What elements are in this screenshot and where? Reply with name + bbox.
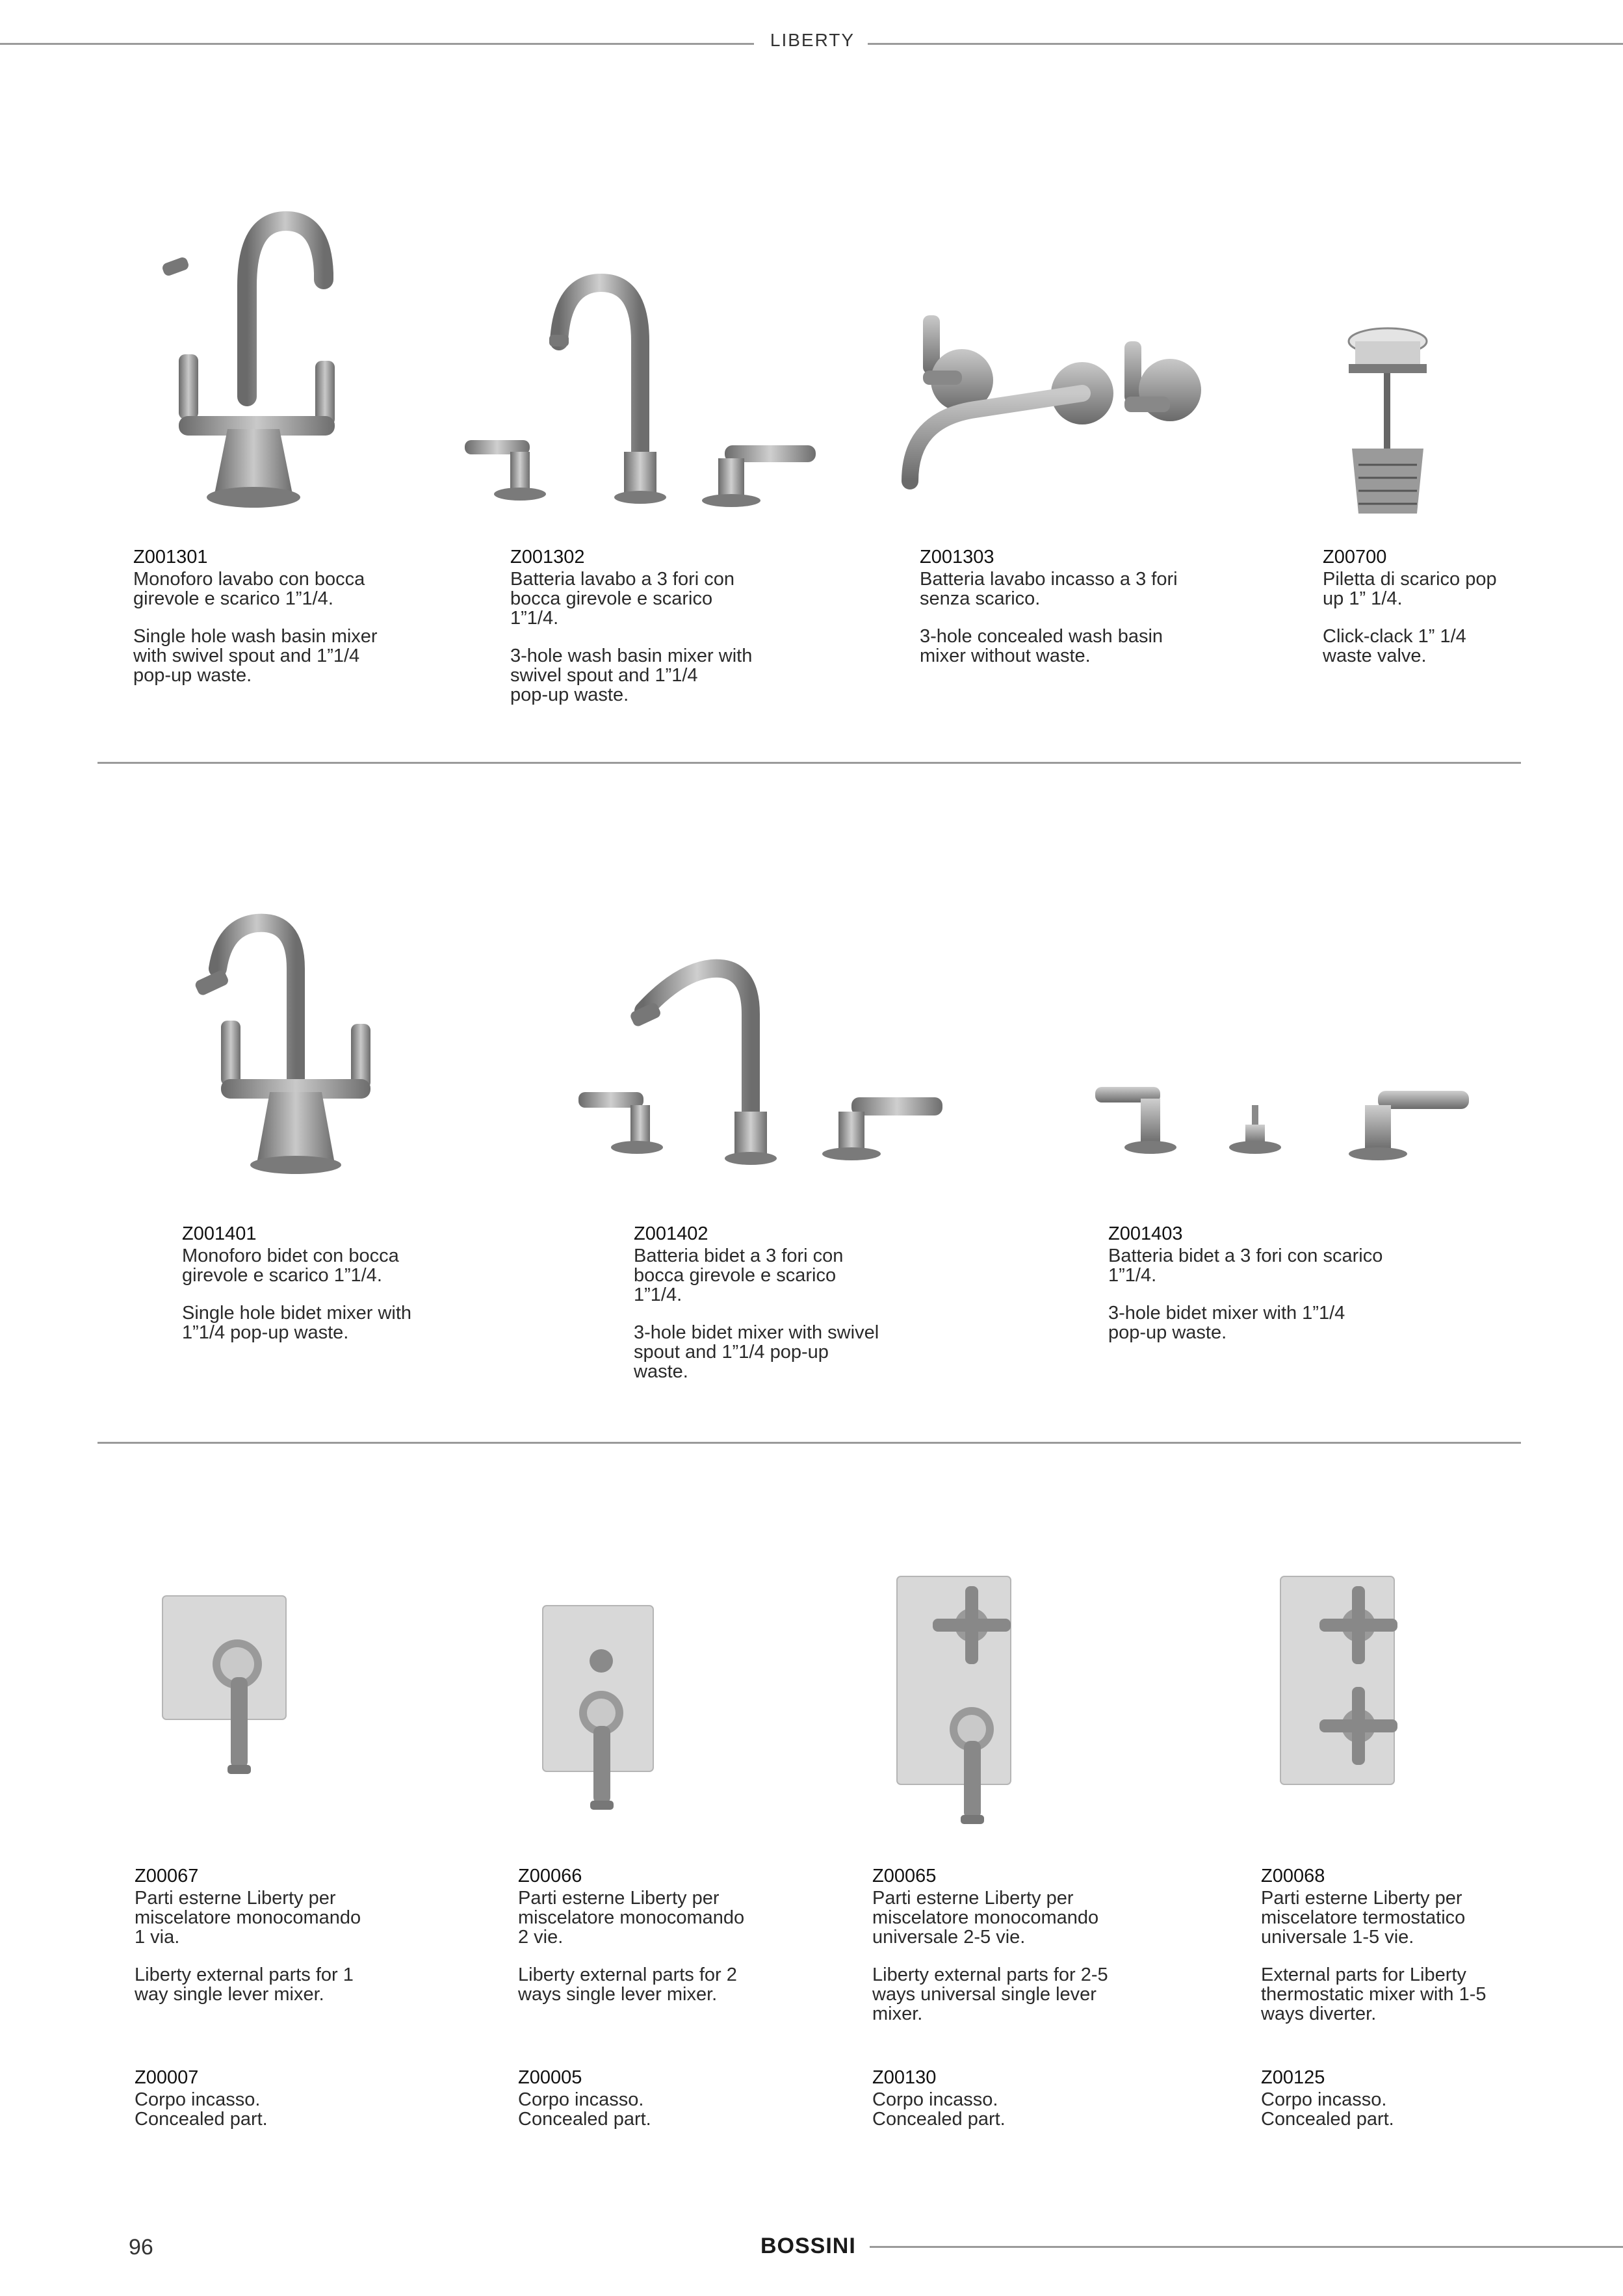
description-it: Piletta di scarico pop (1323, 569, 1497, 590)
product-image-z001303 (897, 306, 1222, 501)
product-code: Z00007 (135, 2067, 199, 2088)
description-en: with swivel spout and 1”1/4 (133, 646, 360, 666)
description-en: pop-up waste. (510, 685, 629, 705)
product-image-z001402 (572, 956, 949, 1177)
description-en: waste. (634, 1361, 688, 1382)
description-it: bocca girevole e scarico (634, 1265, 837, 1286)
description-en: spout and 1”1/4 pop-up (634, 1342, 829, 1363)
description-it: Corpo incasso. (1261, 2089, 1387, 2110)
description-en: Liberty external parts for 1 (135, 1964, 354, 1985)
description-it: Monoforo bidet con bocca (182, 1246, 399, 1266)
product-z00066 (518, 1866, 744, 2004)
description-it: Monoforo lavabo con bocca (133, 569, 365, 590)
header-rule-left (0, 43, 754, 45)
description-en: way single lever mixer. (135, 1984, 324, 2005)
description-en: pop-up waste. (1108, 1322, 1227, 1343)
product-image-z001302 (458, 270, 822, 517)
product-code: Z00065 (872, 1866, 937, 1886)
description-it: Parti esterne Liberty per (872, 1888, 1074, 1909)
product-code: Z001402 (634, 1223, 708, 1244)
product-image-z001403 (1092, 1079, 1475, 1177)
product-image-z00068 (1277, 1573, 1407, 1788)
product-z001301 (133, 547, 378, 685)
section-divider (97, 762, 1521, 764)
product-image-z00700 (1342, 325, 1433, 520)
description-it: universale 2-5 vie. (872, 1927, 1026, 1948)
description-en: thermostatic mixer with 1-5 (1261, 1984, 1487, 2005)
concealed-z00130 (872, 2068, 1006, 2129)
description-en: Single hole wash basin mixer (133, 626, 378, 647)
description-en: Click-clack 1” 1/4 (1323, 626, 1466, 647)
description-it: Batteria lavabo incasso a 3 fori (920, 569, 1178, 590)
brand-logo: BOSSINI (760, 2234, 856, 2258)
description-it: 2 vie. (518, 1927, 564, 1948)
concealed-z00125 (1261, 2068, 1394, 2129)
product-code: Z001303 (920, 547, 994, 567)
description-it: Parti esterne Liberty per (135, 1888, 336, 1909)
product-z001302 (510, 547, 752, 705)
description-it: 1”1/4. (510, 608, 559, 629)
description-en: Liberty external parts for 2 (518, 1964, 737, 1985)
description-it: universale 1-5 vie. (1261, 1927, 1414, 1948)
description-it: Batteria bidet a 3 fori con (634, 1246, 844, 1266)
description-en: 3-hole wash basin mixer with (510, 646, 753, 666)
description-en: pop-up waste. (133, 665, 252, 686)
product-code: Z001401 (182, 1223, 257, 1244)
product-z00068 (1261, 1866, 1487, 2024)
description-en: mixer. (872, 2003, 923, 2024)
product-code: Z001403 (1108, 1223, 1183, 1244)
description-en: 1”1/4 pop-up waste. (182, 1322, 349, 1343)
description-en: External parts for Liberty (1261, 1964, 1466, 1985)
description-en: mixer without waste. (920, 646, 1091, 666)
description-it: senza scarico. (920, 588, 1041, 609)
description-en: 3-hole bidet mixer with swivel (634, 1322, 879, 1343)
section-divider (97, 1442, 1521, 1444)
description-it: bocca girevole e scarico (510, 588, 713, 609)
product-z001401 (182, 1224, 411, 1342)
product-z001402 (634, 1224, 879, 1381)
product-code: Z00005 (518, 2067, 582, 2088)
description-en: Concealed part. (1261, 2109, 1394, 2130)
description-it: 1”1/4. (634, 1285, 682, 1305)
description-it: Batteria lavabo a 3 fori con (510, 569, 734, 590)
description-en: Liberty external parts for 2-5 (872, 1964, 1108, 1985)
page-number: 96 (129, 2235, 153, 2260)
description-it: girevole e scarico 1”1/4. (133, 588, 333, 609)
product-z00065 (872, 1866, 1108, 2024)
product-code: Z00130 (872, 2067, 937, 2088)
description-en: Concealed part. (518, 2109, 651, 2130)
product-code: Z00067 (135, 1866, 199, 1886)
product-code: Z00068 (1261, 1866, 1325, 1886)
description-it: miscelatore monocomando (135, 1907, 361, 1928)
description-en: Single hole bidet mixer with (182, 1303, 412, 1324)
description-it: up 1” 1/4. (1323, 588, 1403, 609)
product-code: Z00700 (1323, 547, 1387, 567)
description-it: Corpo incasso. (872, 2089, 998, 2110)
description-en: swivel spout and 1”1/4 (510, 665, 698, 686)
description-en: ways universal single lever (872, 1984, 1097, 2005)
description-it: girevole e scarico 1”1/4. (182, 1265, 382, 1286)
description-en: Concealed part. (135, 2109, 268, 2130)
footer-rule (870, 2246, 1623, 2248)
product-code: Z001302 (510, 547, 585, 567)
product-image-z00066 (539, 1602, 656, 1817)
description-it: miscelatore monocomando (518, 1907, 745, 1928)
product-code: Z00125 (1261, 2067, 1325, 2088)
product-code: Z001301 (133, 547, 208, 567)
description-it: Parti esterne Liberty per (518, 1888, 720, 1909)
description-it: 1 via. (135, 1927, 180, 1948)
product-code: Z00066 (518, 1866, 582, 1886)
product-z00067 (135, 1866, 361, 2004)
product-image-z001301 (149, 208, 357, 520)
description-it: Corpo incasso. (135, 2089, 261, 2110)
product-z001403 (1108, 1224, 1383, 1342)
product-image-z00065 (894, 1573, 1024, 1833)
description-en: 3-hole concealed wash basin (920, 626, 1163, 647)
product-z001303 (920, 547, 1178, 666)
description-it: 1”1/4. (1108, 1265, 1157, 1286)
description-it: Corpo incasso. (518, 2089, 644, 2110)
concealed-z00007 (135, 2068, 268, 2129)
description-it: Batteria bidet a 3 fori con scarico (1108, 1246, 1383, 1266)
description-it: miscelatore monocomando (872, 1907, 1099, 1928)
description-en: ways diverter. (1261, 2003, 1377, 2024)
description-en: waste valve. (1323, 646, 1427, 666)
header-rule-right (868, 43, 1623, 45)
description-en: ways single lever mixer. (518, 1984, 718, 2005)
product-image-z001401 (185, 910, 393, 1177)
concealed-z00005 (518, 2068, 651, 2129)
description-it: miscelatore termostatico (1261, 1907, 1466, 1928)
description-en: 3-hole bidet mixer with 1”1/4 (1108, 1303, 1345, 1324)
description-en: Concealed part. (872, 2109, 1006, 2130)
product-z00700 (1323, 547, 1497, 666)
description-it: Parti esterne Liberty per (1261, 1888, 1462, 1909)
page-section-title: LIBERTY (770, 30, 855, 50)
product-image-z00067 (159, 1593, 289, 1781)
